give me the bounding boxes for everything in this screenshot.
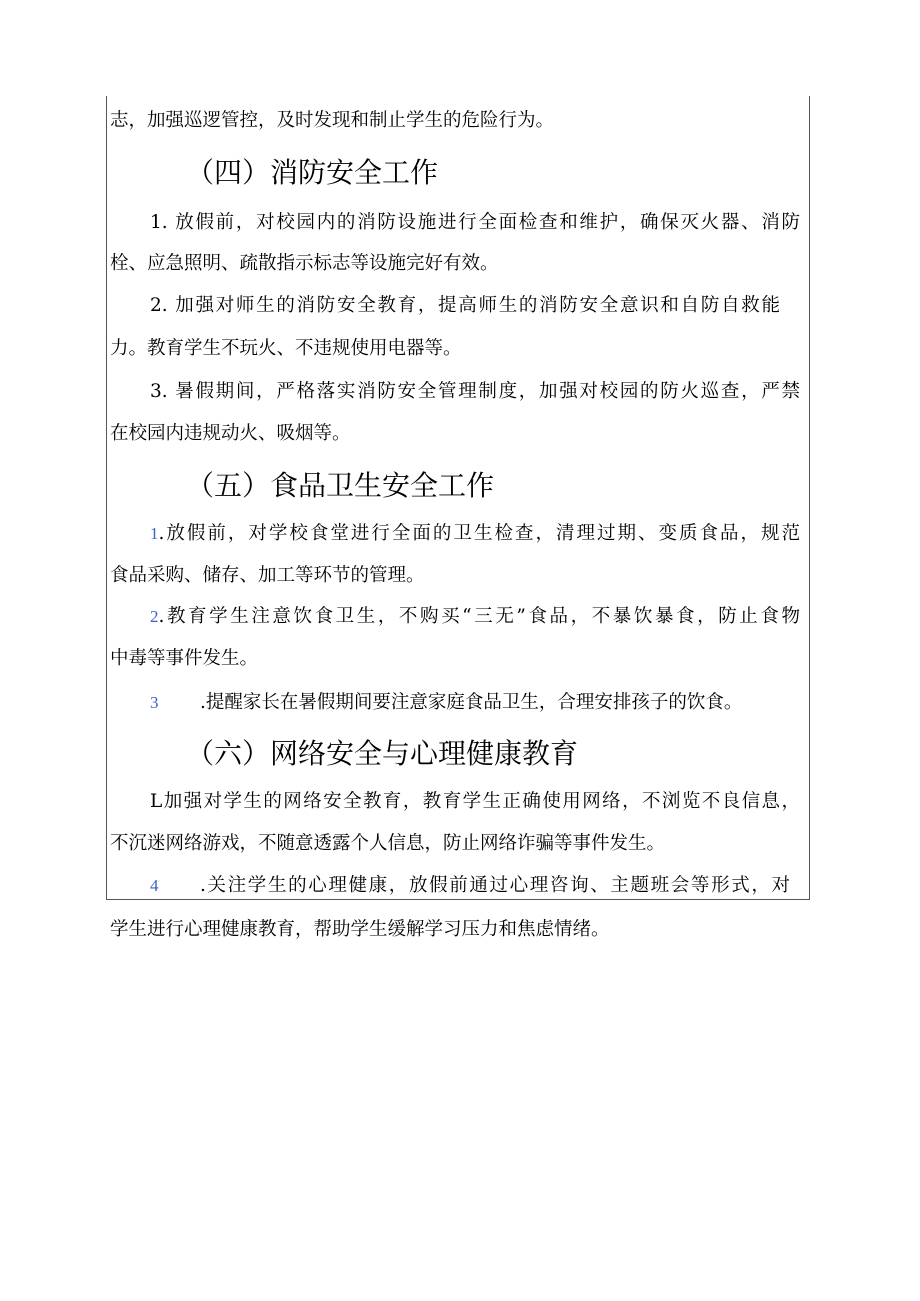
food-item-3-number: 3 (150, 693, 159, 712)
heading-fire-safety: （四）消防安全工作 (186, 156, 439, 189)
food-item-2-number: 2 (150, 607, 159, 626)
food-item-1-number: 1 (150, 524, 159, 543)
heading-food-safety: （五）食品卫生安全工作 (186, 469, 495, 502)
fire-item-2-number: 2 (150, 295, 162, 316)
network-item-2-text: .关注学生的心理健康，放假前通过心理咨询、主题班会等形式，对 (200, 875, 790, 896)
heading-network-mental-health: （六）网络安全与心理健康教育 (186, 737, 579, 770)
fire-item-1-line-1 (150, 211, 800, 235)
fire-item-1-text: . 放假前，对校园内的消防设施进行全面检查和维护，确保灭火器、消防 (161, 212, 800, 233)
network-item-2-number: 4 (150, 876, 159, 895)
food-item-3-line-1 (150, 691, 742, 715)
network-item-1-line-1 (150, 790, 800, 814)
fire-item-2-line-1 (150, 294, 780, 318)
food-item-2-text: .教育学生注意饮食卫生，不购买“三无”食品，不暴饮暴食，防止食物 (158, 606, 800, 627)
food-item-1-text: .放假前，对学校食堂进行全面的卫生检查，清理过期、变质食品，规范 (158, 523, 800, 544)
paragraph-intro-tail: 志，加强巡逻管控，及时发现和制止学生的危险行为。 (110, 110, 555, 131)
network-item-2-line-1 (150, 874, 790, 898)
network-item-1-line-2: 不沉迷网络游戏，不随意透露个人信息，防止网络诈骗等事件发生。 (110, 833, 666, 854)
food-item-1-line-2: 食品采购、储存、加工等环节的管理。 (110, 565, 425, 586)
network-item-2-line-2: 学生进行心理健康教育，帮助学生缓解学习压力和焦虑情绪。 (110, 919, 610, 940)
fire-item-1-line-2: 栓、应急照明、疏散指示标志等设施完好有效。 (110, 253, 499, 274)
food-item-1-line-1 (150, 522, 800, 546)
fire-item-3-number: 3 (150, 381, 162, 402)
fire-item-3-line-1 (150, 380, 800, 404)
network-item-1-text: 加强对学生的网络安全教育，教育学生正确使用网络，不浏览不良信息， (162, 791, 800, 812)
food-item-3-text: .提醒家长在暑假期间要注意家庭食品卫生，合理安排孩子的饮食。 (200, 692, 743, 713)
fire-item-2-line-2: 力。教育学生不玩火、不违规使用电器等。 (110, 338, 462, 359)
food-item-2-line-2: 中毒等事件发生。 (110, 648, 259, 669)
network-item-1-number: L (150, 791, 163, 812)
fire-item-2-text: . 加强对师生的消防安全教育，提高师生的消防安全意识和自防自救能 (161, 295, 780, 316)
fire-item-1-number: 1 (150, 212, 162, 233)
fire-item-3-text: . 暑假期间，严格落实消防安全管理制度，加强对校园的防火巡查，严禁 (161, 381, 800, 402)
fire-item-3-line-2: 在校园内违规动火、吸烟等。 (110, 423, 351, 444)
food-item-2-line-1 (150, 605, 800, 629)
